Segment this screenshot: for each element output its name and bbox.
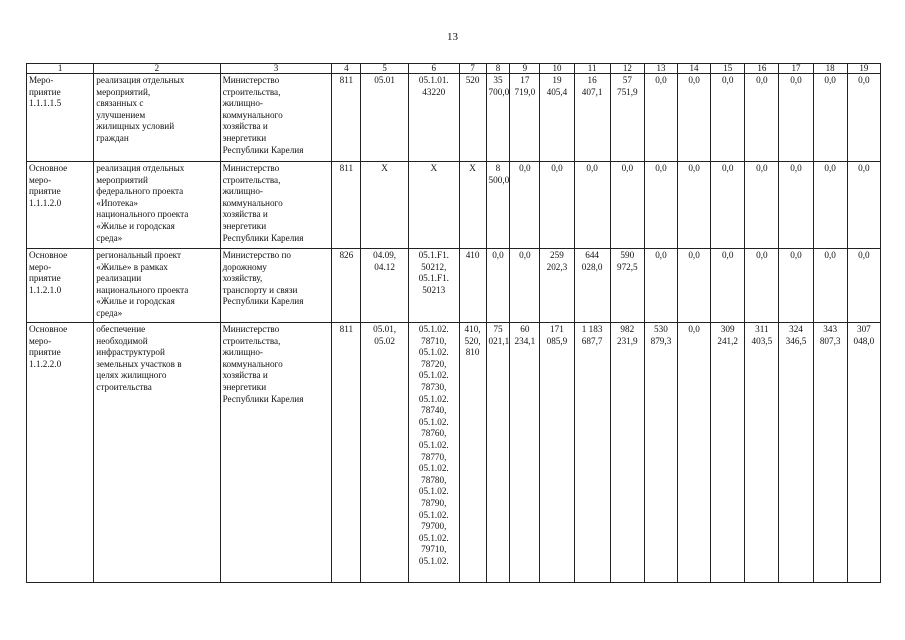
cell-text: 028,0 [581,261,603,272]
cell-text: 78730, [421,381,447,392]
cell-text: 700,0 [488,86,510,97]
cell-text: улучшением [96,109,146,120]
amount-col-13-cell [644,323,677,583]
amount-col-15-cell [711,74,745,162]
cell-text: 590 [620,250,635,260]
cell-text: 0,0 [688,250,700,260]
cell-text: 0,0 [688,163,700,173]
cell-text: 0,0 [756,163,768,173]
cell-text: 78720, [421,358,447,369]
cell-text: 79710, [421,544,447,555]
cell-text: 307 [856,324,871,334]
cell-text: 0,0 [824,75,836,85]
cell-text: 751,9 [616,86,638,97]
cell-text: Х [381,163,388,173]
grbs-code-cell [332,249,361,323]
cell-text: энергетики [222,220,267,231]
cell-text: 171 [550,324,564,334]
cell-text: 346,5 [785,335,807,346]
cell-text: 05.02 [374,335,395,346]
amount-col-8-cell [486,323,510,583]
expense-type-cell [459,323,486,583]
measure-code-cell [27,323,94,583]
cell-text: Меро- [29,75,54,85]
amount-col-14-cell [678,162,711,249]
header-cell: 10 [540,64,574,74]
cell-text: 0,0 [621,163,634,173]
cell-text: 811 [339,75,354,85]
header-cell: 4 [332,64,361,74]
cell-text: 530 [654,324,668,334]
cell-text: 234,1 [514,335,536,346]
cell-text: строительства, [222,174,281,185]
cell-text: среда» [96,232,123,243]
cell-text: 719,0 [514,86,536,97]
cell-text: Министерство по [222,250,292,260]
expense-type-cell [459,162,486,249]
cell-text: Министерство [222,163,280,173]
cell-text: 04.12 [374,261,395,272]
amount-col-12-cell [610,162,644,249]
cell-text: 1 183 [581,324,603,334]
cell-text: 57 [622,75,632,85]
measure-code-cell [27,74,94,162]
cell-text: федерального проекта [96,186,184,197]
cell-text: 0,0 [519,250,531,260]
cell-text: жилищно- [222,186,263,197]
cell-text: 405,4 [546,86,568,97]
amount-col-9-cell [510,323,540,583]
cell-text: 241,2 [717,335,739,346]
cell-text: 0,0 [790,163,802,173]
header-cell: 12 [610,64,644,74]
amount-col-18-cell [813,249,847,323]
cell-text: меро- [29,335,52,346]
cell-text: мероприятий [96,174,148,185]
cell-text: «Жилье и городская [96,296,175,307]
cell-text: 78760, [421,428,447,439]
amount-col-13-cell [644,74,677,162]
cell-text: целях жилищного [96,370,167,381]
amount-col-9-cell [510,74,540,162]
cell-text: Министерство [222,75,280,85]
cell-text: хозяйства и [222,121,268,132]
measure-name-cell [94,249,220,323]
cell-text: 879,3 [650,335,672,346]
page-number: 13 [447,31,458,43]
target-article-cell [408,323,459,583]
cell-text: инфраструктурой [96,347,165,358]
cell-text: «Жилье и городская [96,220,175,231]
cell-text: 687,7 [581,335,603,346]
cell-text: 78740, [421,405,447,416]
cell-text: строительства, [222,86,281,97]
header-cell: 6 [408,64,459,74]
cell-text: Основное [29,163,68,173]
section-code-cell [361,323,409,583]
amount-col-15-cell [711,162,745,249]
cell-text: 1.1.1.1.5 [29,98,62,109]
amount-col-10-cell [540,249,574,323]
cell-text: 05.1.02. [418,439,449,450]
cell-text: 0,0 [858,75,870,85]
cell-text: Республики Карелия [222,296,304,307]
cell-text: 202,3 [546,261,568,272]
cell-text: 50212, [421,261,447,272]
cell-text: жилищно- [222,98,263,109]
cell-text: 1.1.1.2.0 [29,197,62,208]
amount-col-10-cell [540,162,574,249]
responsible-executor-cell [220,323,332,583]
header-cell: 17 [779,64,813,74]
header-cell: 16 [745,64,779,74]
cell-text: 05.1.02. [418,486,449,497]
measure-code-cell [27,249,94,323]
expense-type-cell [459,74,486,162]
cell-text: Основное [29,250,68,260]
amount-col-17-cell [779,74,813,162]
amount-col-19-cell [847,74,880,162]
amount-col-11-cell [574,249,610,323]
cell-text: 0,0 [824,163,836,173]
cell-text: 75 [493,324,503,334]
cell-text: 17 [520,75,530,85]
cell-text: Основное [29,324,68,334]
measure-name-cell [94,323,220,583]
cell-text: меро- [29,174,52,185]
cell-text: необходимой [96,335,148,346]
header-cell: 14 [678,64,711,74]
cell-text: 60 [520,324,530,334]
amount-col-18-cell [813,162,847,249]
cell-text: 0,0 [655,163,667,173]
cell-text: 810 [465,347,480,358]
cell-text: Республики Карелия [222,144,304,155]
amount-col-17-cell [779,162,813,249]
cell-text: 259 [550,250,564,260]
cell-text: 500,0 [488,174,510,185]
cell-text: строительства [96,381,152,392]
cell-text: 05.1.F1. [418,273,449,284]
amount-col-19-cell [847,249,880,323]
cell-text: энергетики [222,381,267,392]
cell-text: 78710, [421,335,447,346]
amount-col-14-cell [678,249,711,323]
amount-col-15-cell [711,249,745,323]
header-cell: 9 [510,64,540,74]
cell-text: 05.1.02. [418,555,449,566]
table-row [27,74,881,162]
cell-text: 0,0 [655,75,667,85]
cell-text: строительства, [222,335,281,346]
cell-text: 0,0 [790,250,802,260]
cell-text: 0,0 [655,250,667,260]
cell-text: 0,0 [721,75,734,85]
measure-name-cell [94,162,220,249]
cell-text: региональный проект [96,250,182,260]
amount-col-8-cell [486,249,510,323]
target-article-cell [408,249,459,323]
amount-col-19-cell [847,323,880,583]
cell-text: 0,0 [756,250,768,260]
responsible-executor-cell [220,162,332,249]
amount-col-11-cell [574,323,610,583]
cell-text: 0,0 [721,250,734,260]
amount-col-16-cell [745,249,779,323]
table-row [27,323,881,583]
cell-text: 05.1.02. [418,347,449,358]
target-article-cell [408,162,459,249]
cell-text: земельных участков в [96,358,182,369]
cell-text: 19 [552,75,562,85]
amount-col-12-cell [610,74,644,162]
cell-text: 811 [339,163,354,173]
target-article-cell [408,74,459,162]
amount-col-12-cell [610,323,644,583]
cell-text: 0,0 [519,163,531,173]
measure-name-cell [94,74,220,162]
cell-text: приятие [29,347,61,358]
cell-text: 309 [720,324,735,334]
cell-text: транспорту и связи [222,284,298,295]
amount-col-16-cell [745,162,779,249]
cell-text: жилищно- [222,347,263,358]
cell-text: реализации [96,273,142,284]
cell-text: 04.09, [373,250,397,260]
cell-text: 807,3 [819,335,841,346]
amount-col-9-cell [510,249,540,323]
amount-col-18-cell [813,323,847,583]
amount-col-10-cell [540,323,574,583]
cell-text: 05.1.02. [418,509,449,520]
cell-text: 403,5 [751,335,773,346]
cell-text: Х [469,163,476,173]
cell-text: 021,1 [488,335,510,346]
section-code-cell [361,249,409,323]
amount-col-14-cell [678,74,711,162]
amount-col-16-cell [745,74,779,162]
amount-col-8-cell [486,74,510,162]
header-cell: 19 [847,64,880,74]
header-cell: 1 [27,64,94,74]
cell-text: 05.1.F1. [418,250,449,260]
cell-text: 05.1.02. [418,532,449,543]
cell-text: 0,0 [790,75,802,85]
grbs-code-cell [332,323,361,583]
section-code-cell [361,74,409,162]
cell-text: 05.1.01. [418,75,449,85]
section-code-cell [361,162,409,249]
cell-text: 982 [620,324,635,334]
header-cell: 18 [813,64,847,74]
amount-col-15-cell [711,323,745,583]
cell-text: 085,9 [546,335,568,346]
cell-text: 343 [823,324,838,334]
cell-text: обеспечение [96,324,146,334]
cell-text: 407,1 [581,86,603,97]
cell-text: 0,0 [586,163,598,173]
cell-text: 520 [465,75,480,85]
cell-text: «Жилье» в рамках [96,261,168,272]
cell-text: национального проекта [96,209,189,220]
cell-text: реализация отдельных [96,163,185,173]
cell-text: коммунального [222,109,283,120]
cell-text: 0,0 [721,163,734,173]
cell-text: Республики Карелия [222,232,304,243]
cell-text: меро- [29,261,52,272]
cell-text: коммунального [222,358,283,369]
cell-text: 826 [339,250,354,260]
cell-text: 05.1.02. [418,416,449,427]
cell-text: 1.1.2.2.0 [29,358,62,369]
cell-text: 311 [755,324,769,334]
cell-text: дорожному [222,261,267,272]
cell-text: 0,0 [492,250,504,260]
cell-text: 324 [789,324,803,334]
cell-text: 79700, [421,521,447,532]
cell-text: 78770, [421,451,447,462]
cell-text: энергетики [222,132,267,143]
cell-text: 43220 [422,86,446,97]
amount-col-19-cell [847,162,880,249]
header-cell: 3 [220,64,332,74]
responsible-executor-cell [220,249,332,323]
cell-text: 78790, [421,497,447,508]
cell-text: 05.01, [373,324,397,334]
amount-col-9-cell [510,162,540,249]
cell-text: связанных с [96,98,144,109]
cell-text: приятие [29,273,61,284]
cell-text: национального проекта [96,284,189,295]
amount-col-13-cell [644,249,677,323]
cell-text: жилищных условий [96,121,175,132]
cell-text: 05.1.02. [418,324,449,334]
cell-text: 16 [587,75,597,85]
cell-text: Министерство [222,324,280,334]
cell-text: 0,0 [824,250,836,260]
cell-text: 78780, [421,474,447,485]
cell-text: 50213 [422,284,446,295]
cell-text: 8 [495,163,501,173]
cell-text: реализация отдельных [96,75,185,85]
measure-code-cell [27,162,94,249]
cell-text: 048,0 [853,335,875,346]
amount-col-16-cell [745,323,779,583]
amount-col-8-cell [486,162,510,249]
header-cell: 15 [711,64,745,74]
cell-text: 0,0 [688,75,700,85]
header-cell: 13 [644,64,677,74]
header-cell: 7 [459,64,486,74]
amount-col-17-cell [779,323,813,583]
cell-text: 0,0 [858,250,870,260]
responsible-executor-cell [220,74,332,162]
grbs-code-cell [332,162,361,249]
grbs-code-cell [332,74,361,162]
cell-text: граждан [96,132,129,143]
header-cell: 2 [94,64,220,74]
amount-col-17-cell [779,249,813,323]
amount-col-13-cell [644,162,677,249]
cell-text: 231,9 [616,335,638,346]
amount-col-11-cell [574,162,610,249]
table-row [27,162,881,249]
cell-text: 410 [465,250,480,260]
cell-text: мероприятий, [96,86,151,97]
cell-text: 972,5 [616,261,638,272]
cell-text: Х [430,163,438,173]
cell-text: 644 [585,250,600,260]
cell-text: хозяйства и [222,209,268,220]
cell-text: хозяйству, [222,273,263,284]
cell-text: 05.1.02. [418,393,449,404]
amount-col-12-cell [610,249,644,323]
header-cell: 11 [574,64,610,74]
table-row [27,249,881,323]
cell-text: 1.1.2.1.0 [29,284,62,295]
cell-text: 0,0 [858,163,870,173]
cell-text: 05.1.02. [418,463,449,474]
header-row [27,64,881,74]
cell-text: 0,0 [688,324,700,334]
header-cell: 5 [361,64,409,74]
cell-text: Республики Карелия [222,393,304,404]
cell-text: 0,0 [551,163,563,173]
amount-col-10-cell [540,74,574,162]
cell-text: 05.1.02. [418,370,449,381]
cell-text: приятие [29,86,61,97]
amount-col-14-cell [678,323,711,583]
header-cell: 8 [486,64,510,74]
cell-text: 0,0 [756,75,768,85]
budget-table [26,63,881,583]
cell-text: коммунального [222,197,283,208]
amount-col-18-cell [813,74,847,162]
cell-text: среда» [96,307,123,318]
cell-text: хозяйства и [222,370,268,381]
cell-text: 05.01 [374,75,395,85]
cell-text: приятие [29,186,61,197]
amount-col-11-cell [574,74,610,162]
cell-text: «Ипотека» [96,197,138,208]
cell-text: 35 [493,75,503,85]
expense-type-cell [459,249,486,323]
cell-text: 410, [464,324,481,334]
cell-text: 811 [339,324,354,334]
cell-text: 520, [464,335,481,346]
